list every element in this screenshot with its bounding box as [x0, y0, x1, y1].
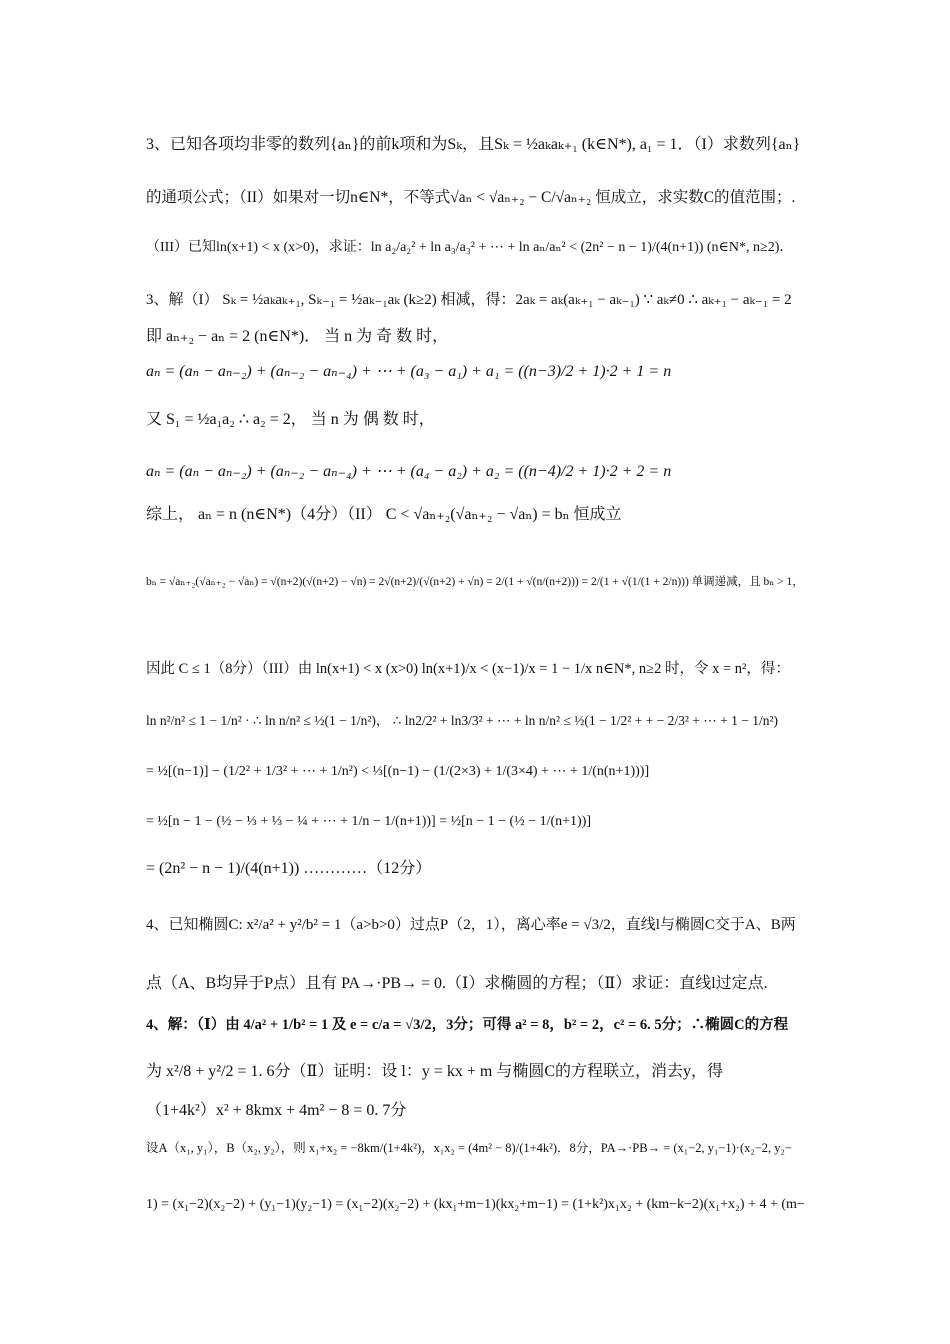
problem-3-solution-line-12: = (2n² − n − 1)/(4(n+1)) …………（12分）	[146, 860, 432, 877]
problem-4-statement-line-1: 4、已知椭圆C: x²/a² + y²/b² = 1（a>b>0）过点P（2，1），离心率e = √3/2，直线l与椭圆C交于A、B两	[146, 917, 796, 933]
problem-3-solution-line-10: = ½[(n−1)] − (1/2² + 1/3² + ⋯ + 1/n²) < ⅓[(n−1) − (1/(2×3) + 1/(3×4) + ⋯ + 1/(n(n+1)))]	[146, 764, 650, 779]
problem-3-solution-line-4: 又 S₁ = ½a₁a₂ ∴ a₂ = 2， 当 n 为 偶 数 时，	[146, 411, 435, 428]
problem-3-solution-line-1: 3、解（I） Sₖ = ½aₖaₖ₊₁, Sₖ₋₁ = ½aₖ₋₁aₖ (k≥2) 相减，得：2aₖ = aₖ(aₖ₊₁ − aₖ₋₁) ∵ aₖ≠0 ∴ aₖ₊₁ − aₖ₋₁ = 2	[146, 292, 792, 308]
problem-3-solution-line-7: bₙ = √aₙ₊₂(√aₙ₊₂ − √aₙ) = √(n+2)(√(n+2) − √n) = 2√(n+2)/(√(n+2) + √n) = 2/(1 + √(n/(n+2))) = 2/(1 + √(1/(1 + 2/n))) 单调递减，且 bₙ > 1，	[146, 576, 804, 588]
problem-4-solution-line-1: 4、解：（Ⅰ）由 4/a² + 1/b² = 1 及 e = c/a = √3/2，3分；可得 a² = 8，b² = 2，c² = 6. 5分；∴椭圆C的方程	[146, 1017, 789, 1033]
problem-3-statement-line-2: 的通项公式；（II）如果对一切n∈N*，不等式√aₙ < √aₙ₊₂ − C/√aₙ₊₂ 恒成立，求实数C的值范围；.	[146, 189, 796, 206]
problem-4-statement-line-2: 点（A、B均异于P点）且有 PA→·PB→ = 0.（Ⅰ）求椭圆的方程；（Ⅱ）求证：直线l过定点.	[146, 975, 768, 992]
problem-3-statement-line-1: 3、已知各项均非零的数列{aₙ}的前k项和为Sₖ，且Sₖ = ½aₖaₖ₊₁ (k∈N*), a₁ = 1．（I）求数列{aₙ}	[146, 136, 801, 153]
problem-3-solution-line-5: aₙ = (aₙ − aₙ₋₂) + (aₙ₋₂ − aₙ₋₄) + ⋯ + (a₄ − a₂) + a₂ = ((n−4)/2 + 1)·2 + 2 = n	[146, 463, 672, 480]
problem-3-solution-line-6: 综上， aₙ = n (n∈N*)（4分）（II） C < √aₙ₊₂(√aₙ₊₂ − √aₙ) = bₙ 恒成立	[146, 506, 622, 523]
problem-3-solution-line-3: aₙ = (aₙ − aₙ₋₂) + (aₙ₋₂ − aₙ₋₄) + ⋯ + (a₃ − a₁) + a₁ = ((n−3)/2 + 1)·2 + 1 = n	[146, 363, 672, 380]
problem-4-solution-line-4: 设A（x₁, y₁），B（x₂, y₂），则 x₁+x₂ = −8km/(1+4k²)，x₁x₂ = (4m² − 8)/(1+4k²)．8分，PA→·PB→ = (x₁−2, y₁−1)·(x₂−2, y₂−	[146, 1141, 792, 1155]
problem-4-solution-line-2: 为 x²/8 + y²/2 = 1. 6分（Ⅱ）证明：设 l：y = kx + m 与椭圆C的方程联立，消去y，得	[146, 1063, 724, 1080]
problem-3-statement-line-3: （III）已知ln(x+1) < x (x>0)，求证：ln a₂/a₂² + ln a₃/a₃² + ⋯ + ln aₙ/aₙ² < (2n² − n − 1)/(4(n+1)) (n∈N*, n≥2)．	[146, 240, 794, 255]
problem-3-solution-line-8: 因此 C ≤ 1（8分）（III）由 ln(x+1) < x (x>0) ln(x+1)/x < (x−1)/x = 1 − 1/x n∈N*, n≥2 时，令 x = n²，得：	[146, 661, 790, 677]
problem-3-solution-line-9: ln n²/n² ≤ 1 − 1/n² · ∴ ln n/n² ≤ ½(1 − 1/n²)， ∴ ln2/2² + ln3/3² + ⋯ + ln n/n² ≤ ½(1 − 1/2² + + − 2/3² + ⋯ + 1 − 1/n²)	[146, 713, 779, 728]
problem-3-solution-line-2: 即 aₙ₊₂ − aₙ = 2 (n∈N*)． 当 n 为 奇 数 时，	[146, 328, 449, 345]
problem-4-solution-line-5: 1) = (x₁−2)(x₂−2) + (y₁−1)(y₂−1) = (x₁−2)(x₂−2) + (kx₁+m−1)(kx₂+m−1) = (1+k²)x₁x₂ + (km−k−2)(x₁+x₂) + 4 + (m−	[146, 1197, 805, 1212]
problem-3-solution-line-11: = ½[n − 1 − (½ − ⅓ + ⅓ − ¼ + ⋯ + 1/n − 1/(n+1))] = ½[n − 1 − (½ − 1/(n+1))]	[146, 814, 592, 829]
problem-4-solution-line-3: （1+4k²）x² + 8kmx + 4m² − 8 = 0. 7分	[146, 1102, 407, 1119]
